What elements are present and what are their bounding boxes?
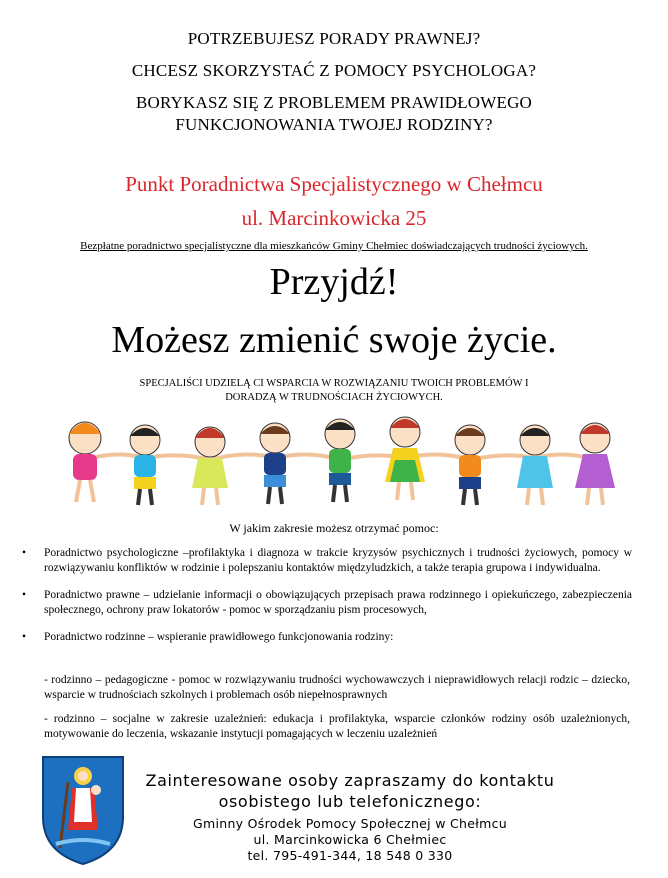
list-item [22,630,632,645]
children-holding-hands-illustration [40,410,630,510]
child-figure [325,419,355,502]
venue-tagline: Bezpłatne poradnictwo specjalistyczne dla mieszkańców Gminy Chełmiec doświadczających trudności życiowych. [80,240,588,252]
child-figure [260,423,290,504]
child-figure [130,425,160,505]
child-figure [575,423,615,505]
list-item-text: Poradnictwo rodzinne – wspieranie prawidłowego funkcjonowania rodziny: [44,631,394,643]
list-item-text: Poradnictwo prawne – udzielanie informacji o obowiązujących przepisach prawa rodzinnego i opiekuńczego, zabezpieczenia społecznego, ochrony praw lokatorów - pomoc w sporządzaniu pism procesowych, [44,589,632,616]
help-list [22,546,632,645]
child-figure [69,422,101,502]
question-family-line-1: BORYKASZ SIĘ Z PROBLEMEM PRAWIDŁOWEGO [135,93,533,112]
question-family-line-2: FUNKCJONOWANIA TWOJEJ RODZINY? [175,115,493,134]
child-figure [192,427,228,505]
contact-organization: Gminny Ośrodek Pomocy Społecznej w Chełmcu [193,816,507,831]
bullet: • [22,631,27,643]
child-figure [385,417,425,500]
venue-name: Punkt Poradnictwa Specjalistycznego w Chełmcu [125,172,543,196]
contact-invite-line-2: osobistego lub telefonicznego: [218,792,482,811]
specialists-line-1: SPECJALIŚCI UDZIELĄ CI WSPARCIA W ROZWIĄZANIU TWOICH PROBLEMÓW I [139,378,529,389]
list-item-text: Poradnictwo psychologiczne –profilaktyka i diagnoza w trakcie kryzysów psychicznych i trudności życiowych, pomocy w rozwiązywaniu konfliktów w rodzinie i polepszaniu kontaktów międzyludzkich, a także terapia grupowa i indywidualna. [44,547,632,574]
family-pedagogical-paragraph: - rodzinno – pedagogiczne - pomoc w rozwiązywaniu trudności wychowawczych i nieprawidłowych relacji rodzic – dziecko, wsparcie w trudnościach szkolnych i problemach osób niepełnosprawnych [44,674,630,701]
list-item [22,546,632,576]
specialists-line-2: DORADZĄ W TRUDNOŚCIACH ŻYCIOWYCH. [225,392,443,403]
help-intro: W jakim zakresie możesz otrzymać pomoc: [229,521,439,535]
bullet: • [22,547,27,559]
contact-address: ul. Marcinkowicka 6 Chełmiec [253,832,447,847]
child-figure [455,425,485,505]
contact-phone: tel. 795-491-344, 18 548 0 330 [247,848,453,863]
question-legal-advice: POTRZEBUJESZ PORADY PRAWNEJ? [187,29,481,48]
contact-invite-line-1: Zainteresowane osoby zapraszamy do kontaktu [145,771,555,790]
list-item [22,588,632,618]
question-psychologist: CHCESZ SKORZYSTAĆ Z POMOCY PSYCHOLOGA? [131,61,537,80]
slogan-change-life: Możesz zmienić swoje życie. [111,319,557,361]
bullet: • [22,589,27,601]
slogan-come: Przyjdź! [269,261,399,303]
venue-address: ul. Marcinkowicka 25 [241,206,427,230]
family-social-paragraph: - rodzinno – socjalne w zakresie uzależnień: edukacja i profilaktyka, wsparcie członków rodziny osób uzależnionych, motywowanie do leczenia, wskazanie instytucji pomagających w leczeniu uzależnień [44,713,630,740]
child-figure [517,425,553,505]
